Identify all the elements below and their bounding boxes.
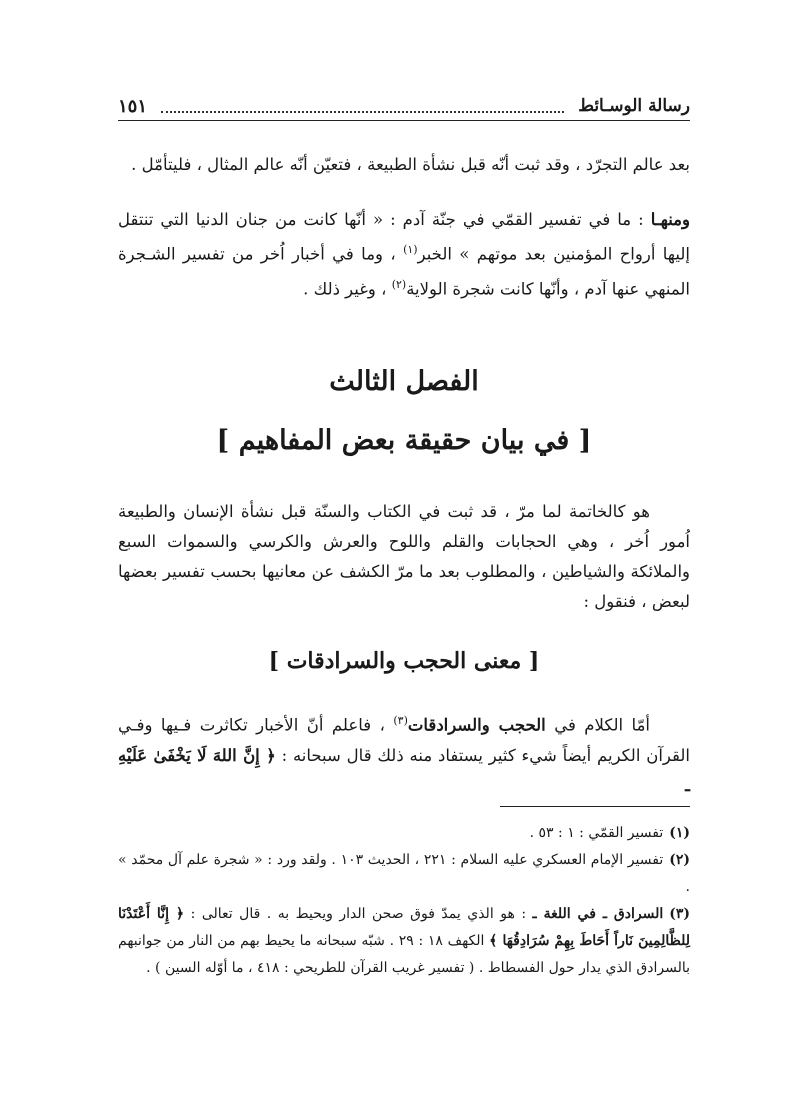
quran-quote: ﴿ إِنَّ اللهَ لَا يَخْفَىٰ عَلَيْهِ ـ [118, 745, 690, 795]
footnote-2 [118, 847, 690, 901]
paragraph-4-text-a: أمّا الكلام في [545, 715, 650, 735]
footnote-1 [118, 820, 690, 847]
chapter-subtitle: [ في بيان حقيقة بعض المفاهيم ] [216, 425, 592, 456]
footnote-text-a: : هو الذي يمدّ فوق صحن الدار ويحيط به . قال تعالى : [184, 906, 533, 922]
footnote-ref-2: (٢) [391, 277, 407, 291]
paragraph-2 [118, 205, 690, 304]
section-title: [ معنى الحجب والسرادقات ] [268, 648, 540, 674]
footnote-number: (٢) [669, 852, 690, 868]
footnote-ref-3: (٣) [393, 714, 408, 727]
paragraph-2-text-b: ، وما في أخبار اُخر من تفسير الشـجرة المنهي عنها آدم ، وأنّها كانت شجرة الولاية [118, 244, 690, 298]
paragraph-1: بعد عالم التجرّد ، وقد ثبت أنّه قبل نشأة الطبيعة ، فتعيّن أنّه عالم المثال ، فليتأمّل . [131, 155, 690, 174]
footnote-quote: ﴿ إِنَّا أَعْتَدْنَا لِلظَّالِمِينَ نَاراً أَحَاطَ بِهِمْ سُرَادِقُهَا ﴾ [118, 906, 691, 949]
paragraph-4 [118, 706, 690, 801]
footnote-text: تفسير الإمام العسكري عليه السلام : ٢٢١ ، الحديث ١٠٣ . ولقد ورد : « شجرة علم آل محمّد » . [118, 852, 690, 895]
running-title: رسالة الوسـائط [578, 96, 690, 116]
footnote-text-b: الكهف ١٨ : ٢٩ . شبّه سبحانه ما يحيط بهم من النار من جوانبهم بالسرادق الذي يدار حول الفسطاط . ( تفسير غريب القرآن للطريحي : ٤١٨ ، ما أوّله السين ) . [118, 933, 690, 976]
leader-dots [161, 99, 564, 113]
page-number: ١٥١ [118, 95, 148, 117]
paragraph-4-text-b: ، فاعلم أنّ الأخبار تكاثرت فـيها وفـي القرآن الكريم أيضاً شيء كثير يستفاد منه ذلك قال سبحانه : [118, 715, 690, 765]
footnote-ref-1: (١) [403, 243, 418, 256]
footnote-number: (١) [669, 825, 690, 841]
paragraph-2-text-a: : ما في تفسير القمّي في جنّة آدم : « أنّها كانت من جنان الدنيا التي تنتقل إليها أرواح المؤمنين بعد موتهم » الخبر [118, 210, 690, 264]
paragraph-2-lead: ومنهـا [650, 210, 690, 229]
footnote-lead: السرادق ـ في اللغة ـ [532, 906, 664, 922]
footnote-divider [500, 806, 690, 807]
chapter-title: الفصل الثالث [329, 366, 479, 397]
footnotes [118, 820, 690, 982]
paragraph-2-text-c: ، وغير ذلك . [303, 279, 392, 298]
footnote-text: تفسير القمّي : ١ : ٥٣ . [529, 825, 664, 841]
paragraph-3: هو كالخاتمة لما مرّ ، قد ثبت في الكتاب والسنّة قبل نشأة الإنسان والطبيعة اُمور اُخر ، وهي الحجابات والقلم واللوح والعرش والكرسي والسموات السبع والملائكة والشياطين ، والمطلوب بعد ما مرّ الكشف عن معانيها بحسب تفسير بعضها لبعض ، فنقول : [118, 502, 690, 611]
footnote-number: (٣) [669, 906, 691, 922]
running-header [118, 92, 690, 121]
footnote-3 [118, 901, 690, 982]
paragraph-4-bold: الحجب والسرادقات [407, 715, 546, 735]
